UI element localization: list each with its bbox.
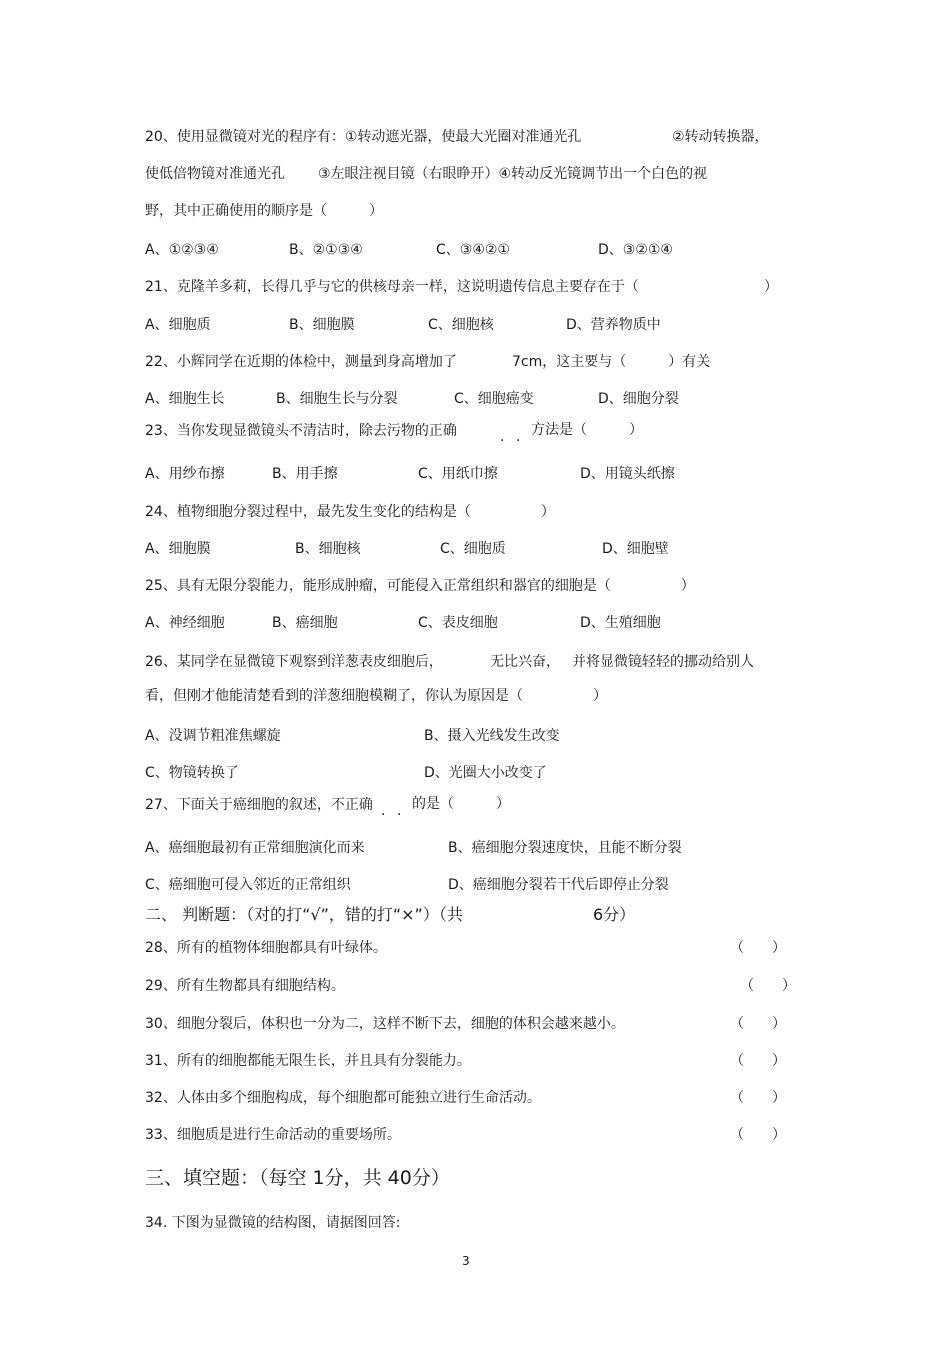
q27-stem-a: 27、下面关于癌细胞的叙述，不正确 (145, 797, 373, 813)
judge-item-33: 33、细胞质是进行生命活动的重要场所。 (145, 1127, 401, 1143)
q22-stem-a: 22、小辉同学在近期的体检中，测量到身高增加了 (145, 354, 457, 370)
judge-item-31: 31、所有的细胞都能无限生长，并且具有分裂能力。 (145, 1053, 471, 1069)
q20-option-b: B、②①③④ (289, 242, 363, 258)
q26-line1a: 26、某同学在显微镜下观察到洋葱表皮细胞后， (145, 654, 443, 670)
q26-line1c: 并将显微镜轻轻的挪动给别人 (572, 654, 754, 670)
q24-option-a: A、细胞膜 (145, 541, 211, 557)
q20-line1b: ②转动转换器， (672, 129, 769, 145)
q25-option-d: D、生殖细胞 (580, 615, 661, 631)
emphasis-dot: . (516, 429, 521, 445)
q22-stem-b: 7cm，这主要与（ ）有关 (512, 354, 711, 370)
emphasis-dot: . (381, 803, 386, 819)
section3-title: 三、填空题：（每空 1分，共 40分） (145, 1167, 450, 1189)
judge-item-28: 28、所有的植物体细胞都具有叶绿体。 (145, 940, 387, 956)
page-number: 3 (462, 1254, 470, 1268)
judge-item-29: 29、所有生物都具有细胞结构。 (145, 978, 345, 994)
q20-option-a: A、①②③④ (145, 242, 219, 258)
q21-option-c: C、细胞核 (428, 317, 494, 333)
q26-option-d: D、光圈大小改变了 (424, 765, 547, 781)
q26-option-a: A、没调节粗准焦螺旋 (145, 728, 281, 744)
emphasis-dot: . (500, 429, 505, 445)
q27-option-b: B、癌细胞分裂速度快，且能不断分裂 (448, 840, 682, 856)
q21-option-a: A、细胞质 (145, 317, 211, 333)
judge-paren-30: （ ） (730, 1016, 786, 1032)
q27-stem-b: 的是（ ） (412, 796, 510, 812)
judge-paren-32: （ ） (730, 1090, 786, 1106)
q26-option-b: B、摄入光线发生改变 (424, 728, 560, 744)
q24-option-d: D、细胞壁 (602, 541, 669, 557)
q27-option-a: A、癌细胞最初有正常细胞演化而来 (145, 840, 365, 856)
q22-option-a: A、细胞生长 (145, 391, 225, 407)
q21-option-b: B、细胞膜 (289, 317, 355, 333)
q22-option-b: B、细胞生长与分裂 (276, 391, 398, 407)
q26-option-c: C、物镜转换了 (145, 765, 239, 781)
q20-line3: 野，其中正确使用的顺序是（ ） (145, 203, 383, 219)
q21-stem: 21、克隆羊多莉，长得几乎与它的供核母亲一样，这说明遗传信息主要存在于（ (145, 279, 639, 295)
judge-paren-29: （ ） (740, 978, 796, 994)
q27-option-d: D、癌细胞分裂若干代后即停止分裂 (448, 877, 669, 893)
q34-stem: 34. 下图为显微镜的结构图，请据图回答: (145, 1215, 401, 1231)
section2-title-a: 二、 判断题：（对的打“√”，错的打“×”）（共 (145, 905, 463, 924)
q24-option-c: C、细胞质 (440, 541, 506, 557)
judge-item-30: 30、细胞分裂后，体积也一分为二，这样不断下去，细胞的体积会越来越小。 (145, 1016, 625, 1032)
q26-line2: 看，但刚才他能清楚看到的洋葱细胞模糊了，你认为原因是（ ） (145, 688, 607, 704)
q25-option-a: A、神经细胞 (145, 615, 225, 631)
q23-option-a: A、用纱布擦 (145, 466, 225, 482)
q23-stem-a: 23、当你发现显微镜头不清洁时，除去污物的正确 (145, 423, 457, 439)
section2-title-b: 6分） (593, 905, 636, 924)
q23-stem-b: 方法是（ ） (531, 422, 643, 438)
judge-paren-31: （ ） (730, 1053, 786, 1069)
q24-option-b: B、细胞核 (295, 541, 361, 557)
q23-option-b: B、用手擦 (272, 466, 338, 482)
q20-option-d: D、③②①④ (598, 242, 673, 258)
q25-stem: 25、具有无限分裂能力，能形成肿瘤，可能侵入正常组织和器官的细胞是（ ） (145, 578, 695, 594)
q22-option-c: C、细胞癌变 (454, 391, 534, 407)
q25-option-c: C、表皮细胞 (418, 615, 498, 631)
judge-item-32: 32、人体由多个细胞构成，每个细胞都可能独立进行生命活动。 (145, 1090, 541, 1106)
judge-paren-28: （ ） (730, 940, 786, 956)
q26-line1b: 无比兴奋， (490, 654, 560, 670)
q23-option-d: D、用镜头纸擦 (580, 466, 675, 482)
q20-line2a: 使低倍物镜对准通光孔 (145, 166, 285, 182)
q24-stem: 24、植物细胞分裂过程中，最先发生变化的结构是（ ） (145, 504, 555, 520)
q22-option-d: D、细胞分裂 (598, 391, 679, 407)
judge-paren-33: （ ） (730, 1127, 786, 1143)
q20-line2b: ③左眼注视目镜（右眼睁开）④转动反光镜调节出一个白色的视 (318, 166, 708, 182)
q27-option-c: C、癌细胞可侵入邻近的正常组织 (145, 877, 351, 893)
q21-option-d: D、营养物质中 (566, 317, 661, 333)
emphasis-dot: . (397, 803, 402, 819)
q23-option-c: C、用纸巾擦 (418, 466, 498, 482)
q20-line1a: 20、使用显微镜对光的程序有：①转动遮光器，使最大光圈对准通光孔 (145, 129, 582, 145)
q25-option-b: B、癌细胞 (272, 615, 338, 631)
q21-close-paren: ） (764, 279, 778, 295)
q20-option-c: C、③④②① (436, 242, 510, 258)
